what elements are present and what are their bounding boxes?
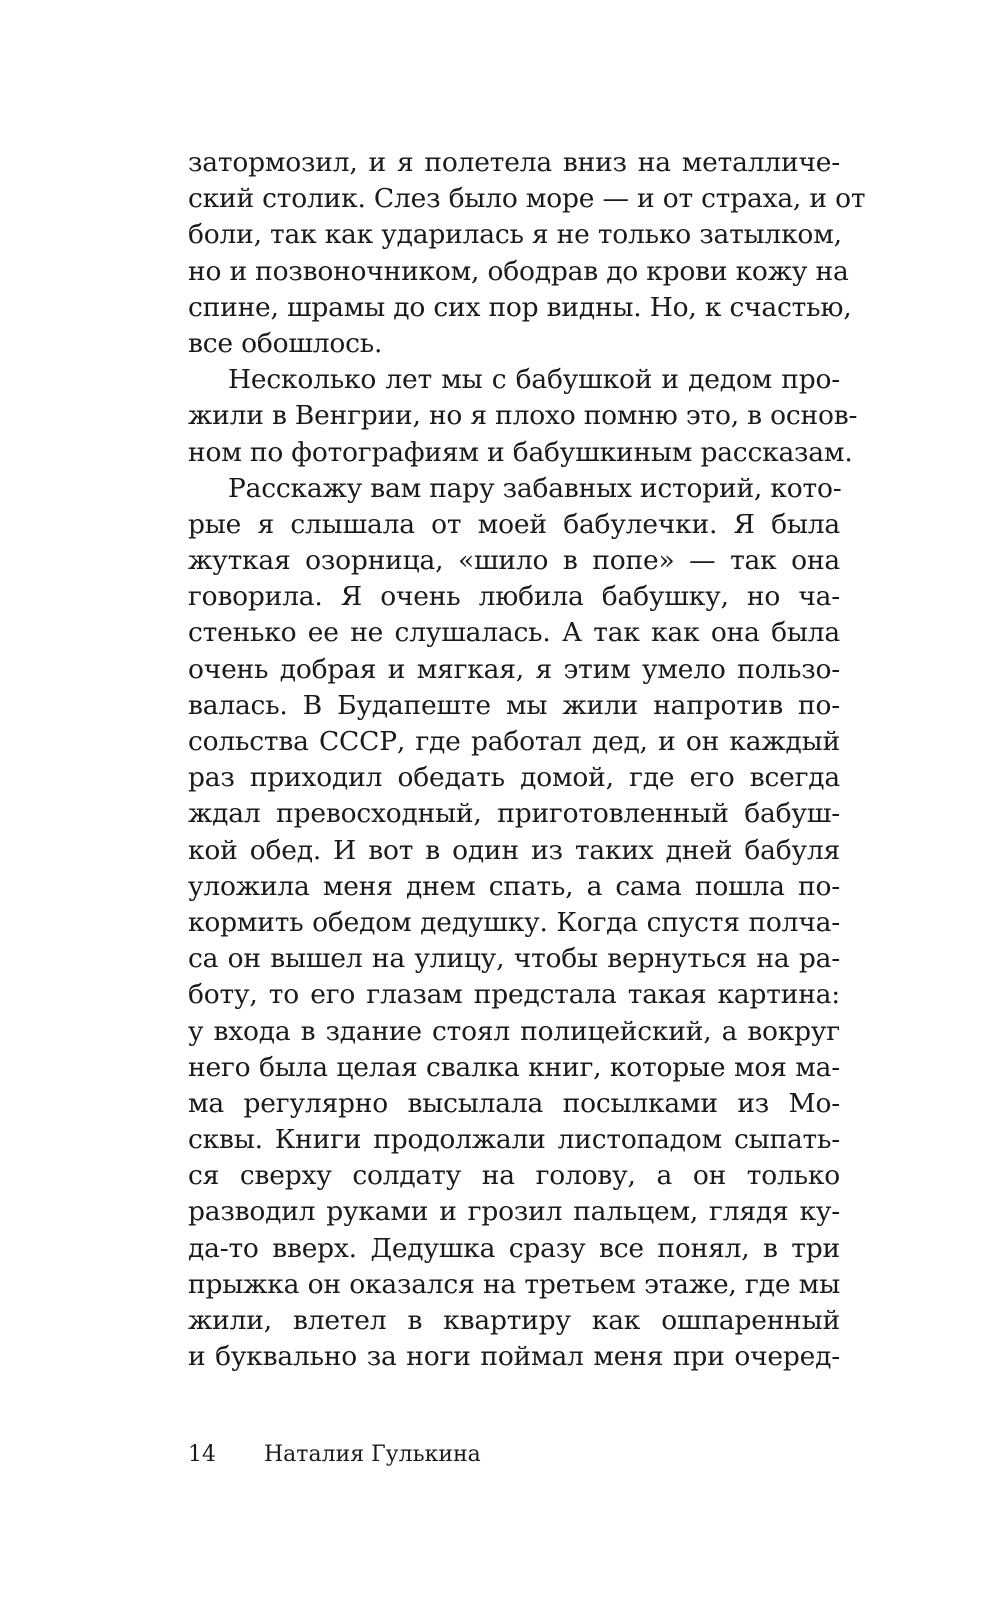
main-text [188, 145, 866, 1375]
text-line: разводил руками и грозил пальцем, глядя ку- [188, 1196, 840, 1228]
text-line: жили, влетел в квартиру как ошпаренный [188, 1305, 840, 1336]
text-line: да-то вверх. Дедушка сразу все понял, в три [188, 1232, 840, 1264]
text-line: рые я слышала от моей бабулечки. Я была [188, 508, 840, 540]
text-line: ся сверху солдату на голову, а он только [188, 1160, 840, 1192]
page-number: 14 [188, 1442, 216, 1467]
text-line: Несколько лет мы с бабушкой и дедом про- [228, 364, 840, 396]
paragraph [188, 471, 840, 1376]
text-line: Расскажу вам пару забавных историй, кото- [228, 472, 842, 504]
text-line: у входа в здание стоял полицейский, а вокруг [188, 1015, 840, 1047]
text-line: жили в Венгрии, но я плохо помню это, в основ- [188, 400, 858, 432]
text-line: него была целая свалка книг, которые моя ма- [188, 1051, 840, 1083]
running-footer-author: Наталия Гулькина [264, 1442, 481, 1467]
text-line: стенько ее не слушалась. А так как она была [188, 617, 840, 649]
text-line: валась. В Будапеште мы жили напротив по- [188, 689, 840, 721]
text-line: кормить обедом дедушку. Когда спустя полча- [188, 906, 840, 938]
text-line: са он вышел на улицу, чтобы вернуться на ра- [188, 943, 840, 975]
text-line: все обошлось. [188, 327, 383, 359]
text-line: ма регулярно высылала посылками из Мо- [188, 1087, 840, 1119]
text-line: сольства СССР, где работал дед, и он каждый [188, 726, 840, 757]
text-line: сквы. Книги продолжали листопадом сыпать- [188, 1124, 840, 1156]
text-line: уложила меня днем спать, а сама пошла по- [188, 870, 840, 902]
page-footer [188, 1440, 481, 1470]
text-line: говорила. Я очень любила бабушку, но ча- [188, 581, 840, 613]
text-line: кой обед. И вот в один из таких дней бабуля [188, 834, 840, 866]
text-line: ждал превосходный, приготовленный бабуш- [188, 798, 840, 830]
text-line: боту, то его глазам предстала такая картина: [188, 979, 840, 1011]
text-line: но и позвоночником, ободрав до крови кожу на [188, 255, 849, 287]
text-line: прыжка он оказался на третьем этаже, где мы [188, 1268, 840, 1300]
text-line: затормозил, и я полетела вниз на металличе- [188, 147, 840, 178]
paragraph [188, 145, 866, 362]
text-line: очень добрая и мягкая, я этим умело пользо- [188, 653, 840, 685]
text-line: жуткая озорница, «шило в попе» — так она [188, 545, 840, 577]
text-line: ном по фотографиям и бабушкиным рассказам. [188, 436, 853, 468]
text-line: раз приходил обедать домой, где его всегда [188, 762, 840, 794]
text-line: и буквально за ноги поймал меня при очеред- [188, 1341, 840, 1373]
text-line: боли, так как ударилась я не только затылком, [188, 219, 842, 251]
text-line: ский столик. Слез было море — и от страха, и от [188, 183, 866, 215]
paragraph [188, 362, 858, 471]
text-line: спине, шрамы до сих пор видны. Но, к счастью, [188, 291, 852, 323]
